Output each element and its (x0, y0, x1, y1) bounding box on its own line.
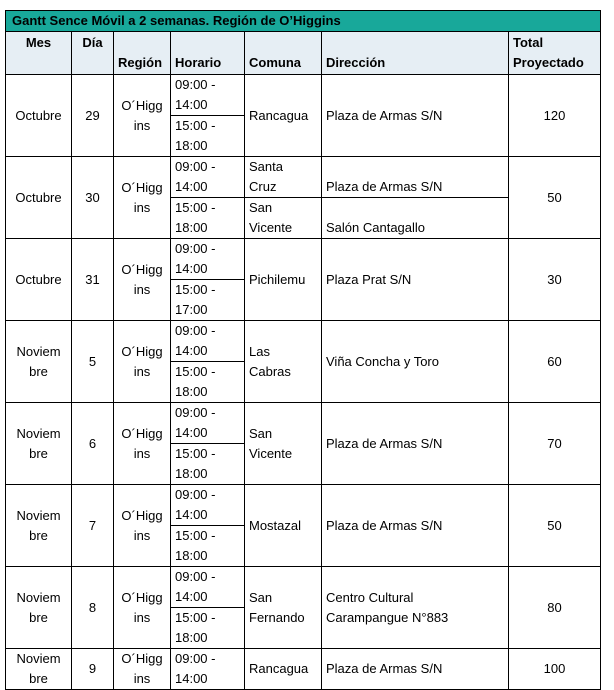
time-start: 09:00 - (175, 405, 216, 420)
region-line1: O´Higg (121, 179, 163, 195)
region-line2: ins (133, 609, 151, 625)
time-end: 14:00 (175, 179, 208, 194)
direccion-line1: Centro Cultural (326, 589, 414, 605)
region-line1: O´Higg (121, 261, 163, 277)
header-total-line2: Proyectado (513, 55, 584, 70)
cell-comuna: Rancagua (245, 75, 322, 157)
cell-horario-1 (171, 75, 245, 116)
cell-comuna (245, 567, 322, 649)
time-end: 14:00 (175, 343, 208, 358)
header-region: Región (114, 32, 171, 75)
region-line2: ins (133, 363, 151, 379)
cell-dia: 5 (72, 321, 114, 403)
mes-line1: Noviem (16, 589, 61, 605)
cell-mes (6, 567, 72, 649)
cell-dia: 31 (72, 239, 114, 321)
mes-line2: bre (29, 527, 48, 543)
comuna-line1: Santa (249, 159, 283, 174)
cell-direccion: Plaza de Armas S/N (322, 649, 509, 690)
comuna-line1: San (249, 200, 273, 215)
cell-dia: 30 (72, 157, 114, 239)
cell-horario-2 (171, 280, 245, 321)
cell-direccion-2: Salón Cantagallo (322, 198, 509, 239)
comuna-line1: San (249, 589, 273, 605)
cell-comuna: Rancagua (245, 649, 322, 690)
time-start: 15:00 - (175, 282, 216, 297)
cell-horario-1 (171, 485, 245, 526)
cell-mes (6, 403, 72, 485)
region-line2: ins (133, 527, 151, 543)
cell-horario-1 (171, 239, 245, 280)
region-line1: O´Higg (121, 425, 163, 441)
cell-horario-1 (171, 157, 245, 198)
cell-mes (6, 321, 72, 403)
cell-total: 120 (509, 75, 601, 157)
cell-dia: 6 (72, 403, 114, 485)
cell-horario-1 (171, 649, 245, 690)
time-end: 18:00 (175, 466, 208, 481)
cell-horario-2 (171, 362, 245, 403)
time-start: 09:00 - (175, 487, 216, 502)
direccion-line2: Carampangue N°883 (326, 609, 449, 625)
time-start: 09:00 - (175, 241, 216, 256)
comuna-line1: Las (249, 343, 270, 359)
region-line2: ins (133, 199, 151, 215)
cell-dia: 29 (72, 75, 114, 157)
cell-horario-2 (171, 116, 245, 157)
time-end: 14:00 (175, 671, 208, 686)
cell-mes: Octubre (6, 157, 72, 239)
cell-region (114, 157, 171, 239)
comuna-line2: Vicente (249, 220, 293, 235)
cell-region (114, 649, 171, 690)
cell-horario-1 (171, 321, 245, 362)
time-end: 14:00 (175, 261, 208, 276)
time-end: 14:00 (175, 425, 208, 440)
cell-direccion: Plaza de Armas S/N (322, 403, 509, 485)
cell-dia: 8 (72, 567, 114, 649)
cell-comuna: Mostazal (245, 485, 322, 567)
table-row (6, 239, 601, 280)
cell-comuna-2 (245, 198, 322, 239)
cell-total: 80 (509, 567, 601, 649)
cell-direccion: Viña Concha y Toro (322, 321, 509, 403)
cell-region (114, 403, 171, 485)
time-start: 15:00 - (175, 528, 216, 543)
region-line1: O´Higg (121, 343, 163, 359)
time-start: 09:00 - (175, 77, 216, 92)
mes-line2: bre (29, 363, 48, 379)
time-start: 15:00 - (175, 446, 216, 461)
cell-comuna: Pichilemu (245, 239, 322, 321)
cell-region (114, 239, 171, 321)
header-horario: Horario (171, 32, 245, 75)
time-end: 18:00 (175, 384, 208, 399)
region-line1: O´Higg (121, 97, 163, 113)
header-direccion: Dirección (322, 32, 509, 75)
time-end: 18:00 (175, 220, 208, 235)
cell-dia: 9 (72, 649, 114, 690)
cell-total: 70 (509, 403, 601, 485)
region-line1: O´Higg (121, 589, 163, 605)
table-row (6, 485, 601, 526)
cell-mes (6, 485, 72, 567)
cell-horario-2 (171, 526, 245, 567)
table-title: Gantt Sence Móvil a 2 semanas. Región de O’Higgins (6, 11, 601, 32)
time-start: 09:00 - (175, 159, 216, 174)
header-comuna: Comuna (245, 32, 322, 75)
time-end: 14:00 (175, 589, 208, 604)
region-line1: O´Higg (121, 507, 163, 523)
cell-region (114, 567, 171, 649)
cell-direccion-1: Plaza de Armas S/N (322, 157, 509, 198)
cell-comuna (245, 321, 322, 403)
cell-region (114, 321, 171, 403)
cell-total: 60 (509, 321, 601, 403)
cell-mes (6, 649, 72, 690)
cell-horario-2 (171, 444, 245, 485)
gantt-table (5, 10, 601, 690)
cell-total: 100 (509, 649, 601, 690)
cell-direccion (322, 567, 509, 649)
cell-dia: 7 (72, 485, 114, 567)
cell-comuna-1 (245, 157, 322, 198)
time-end: 14:00 (175, 97, 208, 112)
cell-mes: Octubre (6, 239, 72, 321)
comuna-line2: Cruz (249, 179, 277, 194)
cell-direccion: Plaza de Armas S/N (322, 485, 509, 567)
time-start: 15:00 - (175, 610, 216, 625)
comuna-line2: Cabras (249, 363, 291, 379)
cell-comuna (245, 403, 322, 485)
cell-direccion: Plaza de Armas S/N (322, 75, 509, 157)
time-end: 18:00 (175, 548, 208, 563)
header-dia: Día (72, 32, 114, 75)
gantt-table-container (5, 10, 600, 690)
comuna-line1: San (249, 425, 273, 441)
region-line2: ins (133, 281, 151, 297)
table-row (6, 75, 601, 116)
cell-total: 30 (509, 239, 601, 321)
cell-horario-1 (171, 567, 245, 608)
header-mes: Mes (6, 32, 72, 75)
table-row (6, 649, 601, 690)
cell-direccion: Plaza Prat S/N (322, 239, 509, 321)
mes-line1: Noviem (16, 343, 61, 359)
time-end: 18:00 (175, 138, 208, 153)
cell-horario-1 (171, 403, 245, 444)
region-line2: ins (133, 117, 151, 133)
header-row (6, 32, 601, 75)
cell-region (114, 75, 171, 157)
mes-line1: Noviem (16, 425, 61, 441)
mes-line1: Noviem (16, 507, 61, 523)
region-line2: ins (133, 445, 151, 461)
mes-line2: bre (29, 671, 48, 686)
region-line2: ins (133, 671, 151, 686)
cell-horario-2 (171, 608, 245, 649)
mes-line2: bre (29, 609, 48, 625)
time-start: 15:00 - (175, 364, 216, 379)
cell-horario-2 (171, 198, 245, 239)
time-end: 18:00 (175, 630, 208, 645)
cell-region (114, 485, 171, 567)
comuna-line2: Vicente (249, 445, 293, 461)
cell-total: 50 (509, 157, 601, 239)
time-start: 15:00 - (175, 200, 216, 215)
header-total-line1: Total (513, 35, 544, 50)
time-start: 09:00 - (175, 569, 216, 584)
table-row (6, 403, 601, 444)
table-row (6, 157, 601, 198)
cell-mes: Octubre (6, 75, 72, 157)
comuna-line2: Fernando (249, 609, 305, 625)
time-end: 14:00 (175, 507, 208, 522)
mes-line2: bre (29, 445, 48, 461)
header-total (509, 32, 601, 75)
time-start: 15:00 - (175, 118, 216, 133)
time-end: 17:00 (175, 302, 208, 317)
table-row (6, 567, 601, 608)
title-row (6, 11, 601, 32)
time-start: 09:00 - (175, 323, 216, 338)
mes-line1: Noviem (16, 651, 61, 666)
table-row (6, 321, 601, 362)
region-line1: O´Higg (121, 651, 163, 666)
cell-total: 50 (509, 485, 601, 567)
time-start: 09:00 - (175, 651, 216, 666)
